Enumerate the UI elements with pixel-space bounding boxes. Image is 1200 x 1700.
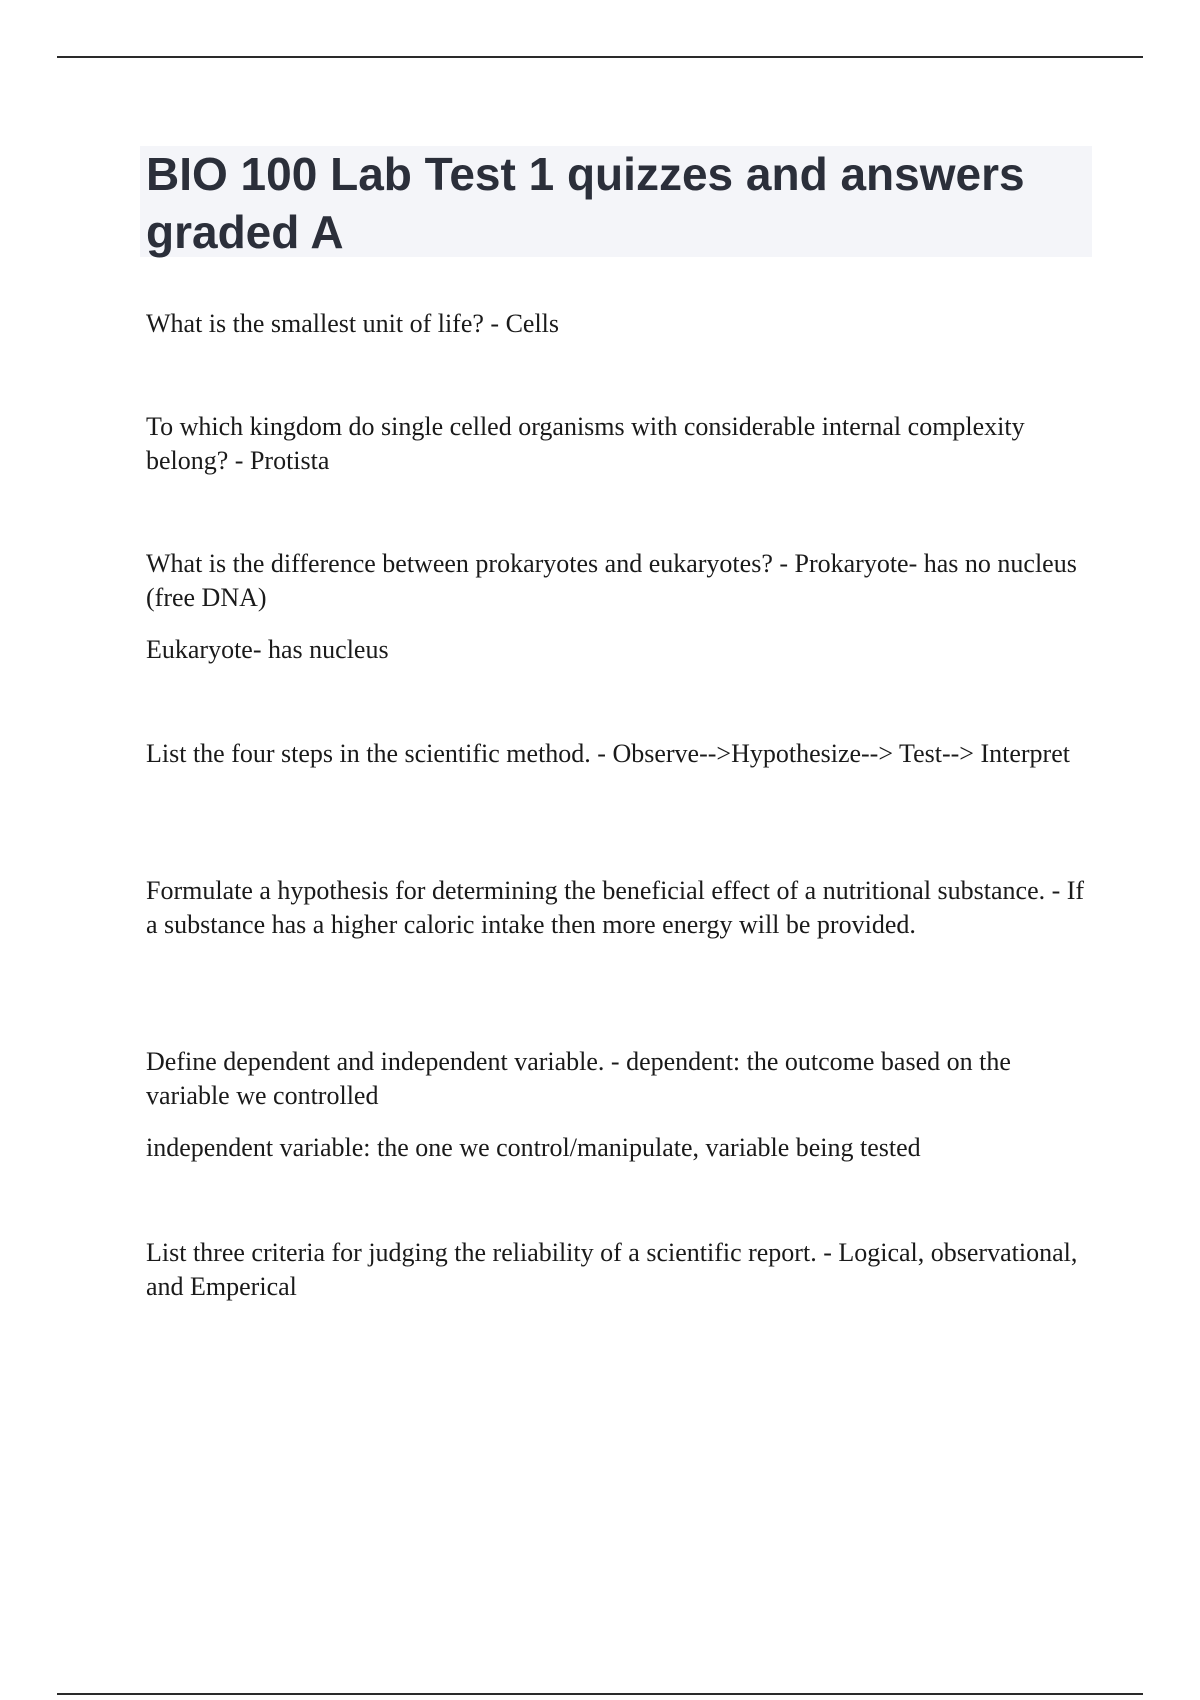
- qa-text-continued: Eukaryote- has nucleus: [146, 635, 389, 664]
- qa-text: To which kingdom do single celled organisms with considerable internal complexity belong? - Protista: [146, 412, 1025, 475]
- qa-text: Define dependent and independent variable. - dependent: the outcome based on the variable we controlled: [146, 1047, 1011, 1110]
- qa-item: [146, 410, 1096, 478]
- qa-item: [146, 547, 1096, 667]
- qa-text: Formulate a hypothesis for determining the beneficial effect of a nutritional substance. - If a substance has a higher caloric intake then more energy will be provided.: [146, 876, 1085, 939]
- document-title: BIO 100 Lab Test 1 quizzes and answers graded A: [146, 148, 1025, 258]
- qa-item: [146, 1045, 1096, 1165]
- qa-item: [146, 1236, 1096, 1304]
- qa-item: [146, 307, 1096, 341]
- qa-text: List three criteria for judging the reliability of a scientific report. - Logical, observational, and Emperical: [146, 1238, 1078, 1301]
- qa-text-continued: independent variable: the one we control/manipulate, variable being tested: [146, 1133, 921, 1162]
- qa-item: [146, 737, 1096, 771]
- qa-text: What is the smallest unit of life? - Cells: [146, 309, 560, 338]
- qa-item: [146, 874, 1096, 942]
- bottom-divider: [57, 1693, 1143, 1695]
- qa-text: What is the difference between prokaryotes and eukaryotes? - Prokaryote- has no nucleus (free DNA): [146, 549, 1077, 612]
- top-divider: [57, 56, 1143, 58]
- qa-text: List the four steps in the scientific method. - Observe-->Hypothesize--> Test--> Interpret: [146, 739, 1070, 768]
